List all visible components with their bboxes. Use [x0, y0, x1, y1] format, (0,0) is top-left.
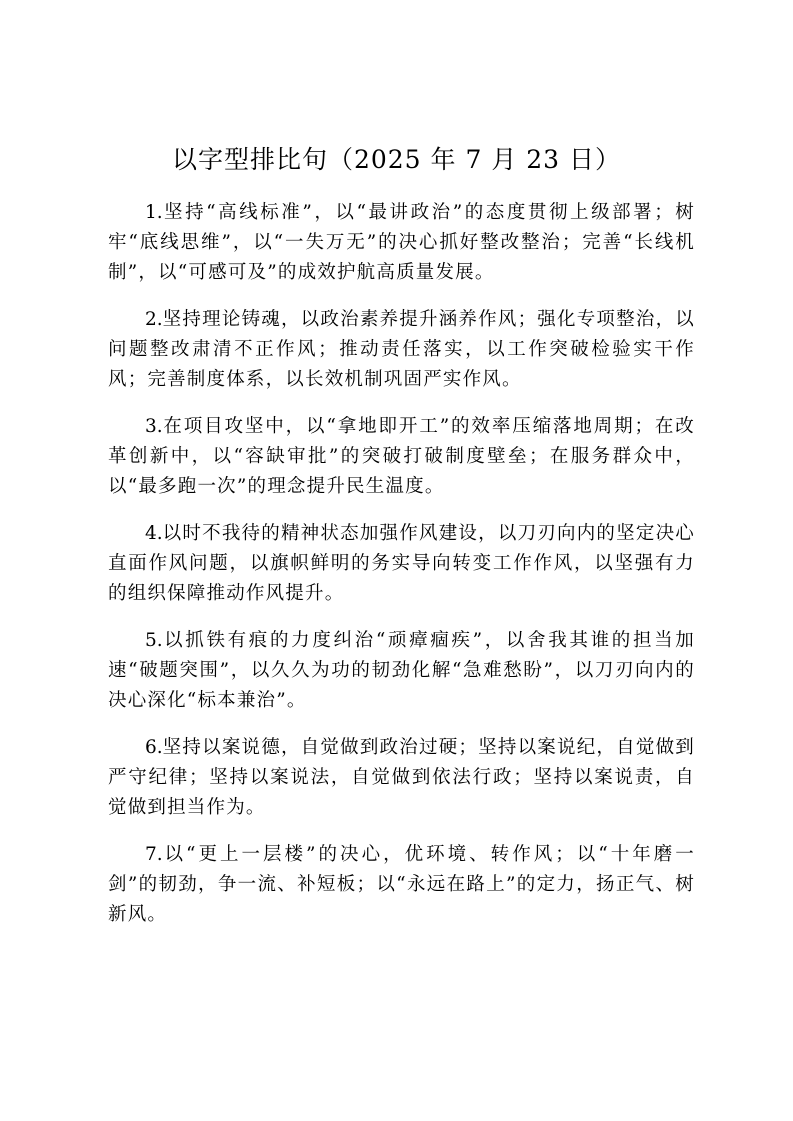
- paragraph-number: 6.: [145, 737, 163, 758]
- document-body: [108, 198, 695, 947]
- paragraph-2: [108, 305, 695, 395]
- paragraph-6: [108, 733, 695, 823]
- paragraph-5: [108, 626, 695, 716]
- paragraph-number: 3.: [145, 416, 163, 437]
- document-title: 以字型排比句（2025 年 7 月 23 日）: [171, 145, 622, 174]
- paragraph-text: 坚持理论铸魂，以政治素养提升涵养作风；强化专项整治，以问题整改肃清不正作风；推动责任落实，以工作突破检验实干作风；完善制度体系，以长效机制巩固严实作风。: [108, 309, 695, 390]
- paragraph-number: 1.: [145, 202, 163, 223]
- paragraph-number: 5.: [145, 630, 163, 651]
- paragraph-number: 2.: [145, 309, 163, 330]
- paragraph-text: 在项目攻坚中，以“拿地即开工”的效率压缩落地周期；在改革创新中，以“容缺审批”的突破打破制度壁垒；在服务群众中，以“最多跑一次”的理念提升民生温度。: [108, 416, 695, 497]
- paragraph-1: [108, 198, 695, 288]
- paragraph-number: 7.: [145, 844, 163, 865]
- paragraph-text: 坚持“高线标准”，以“最讲政治”的态度贯彻上级部署；树牢“底线思维”，以“一失万无”的决心抓好整改整治；完善“长线机制”，以“可感可及”的成效护航高质量发展。: [108, 202, 695, 283]
- paragraph-7: [108, 840, 695, 930]
- paragraph-text: 以“更上一层楼”的决心，优环境、转作风；以“十年磨一剑”的韧劲，争一流、补短板；以“永远在路上”的定力，扬正气、树新风。: [108, 844, 695, 925]
- paragraph-text: 以抓铁有痕的力度纠治“顽瘴痼疾”，以舍我其谁的担当加速“破题突围”，以久久为功的韧劲化解“急难愁盼”，以刀刃向内的决心深化“标本兼治”。: [108, 630, 695, 711]
- paragraph-3: [108, 412, 695, 502]
- paragraph-number: 4.: [145, 523, 163, 544]
- paragraph-text: 坚持以案说德，自觉做到政治过硬；坚持以案说纪，自觉做到严守纪律；坚持以案说法，自觉做到依法行政；坚持以案说责，自觉做到担当作为。: [108, 737, 695, 818]
- paragraph-text: 以时不我待的精神状态加强作风建设，以刀刃向内的坚定决心直面作风问题，以旗帜鲜明的务实导向转变工作作风，以坚强有力的组织保障推动作风提升。: [108, 523, 695, 604]
- paragraph-4: [108, 519, 695, 609]
